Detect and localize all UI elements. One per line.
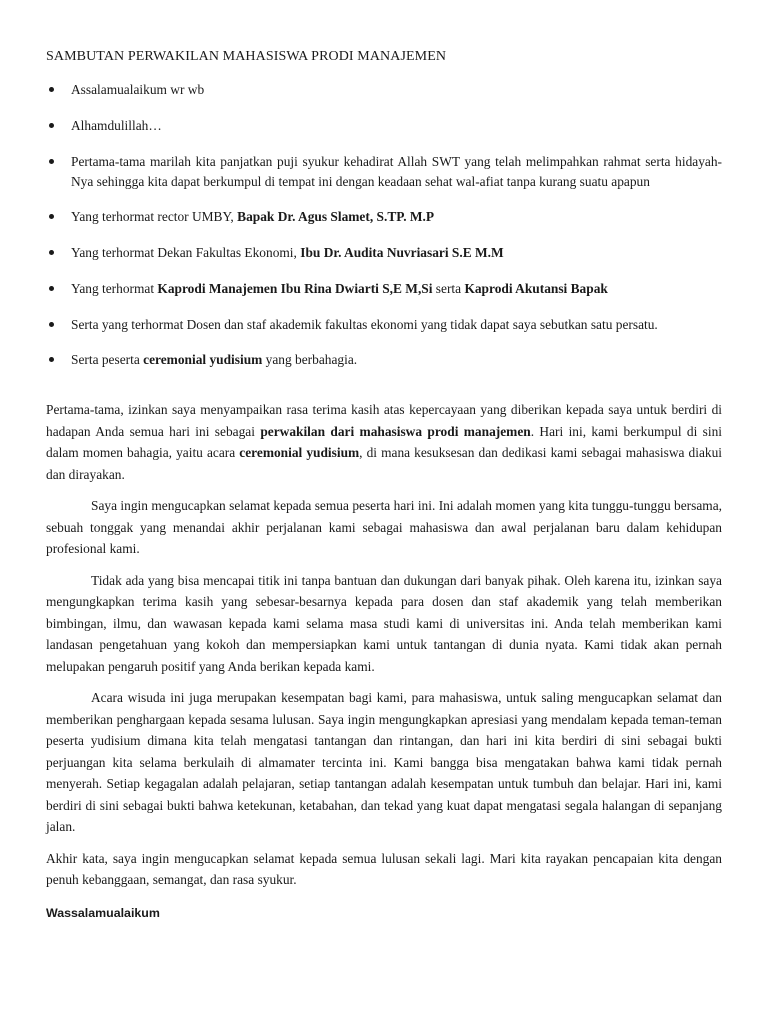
kaprodi-akutansi: Kaprodi Akutansi Bapak — [464, 281, 608, 296]
dean-name: Ibu Dr. Audita Nuvriasari S.E M.M — [300, 245, 504, 260]
body-paragraph: Saya ingin mengucapkan selamat kepada semua peserta hari ini. Ini adalah momen yang kita tunggu-tunggu bersama, sebuah tonggak yang menandai akhir perjalanan kami sebagai mahasiswa dan awal perjalanan baru dalam kehidupan profesional kami. — [46, 498, 722, 556]
greeting-item: Serta peserta ceremonial yudisium yang berbahagia. — [46, 350, 722, 370]
body-paragraph: Acara wisuda ini juga merupakan kesempatan bagi kami, para mahasiswa, untuk saling mengucapkan selamat dan memberikan penghargaan kepada sesama lulusan. Saya ingin mengungkapkan apresiasi yang mendalam kepada teman-teman peserta yudisium dimana kita telah mengatasi tantangan dan rintangan, dan hari ini kita berdiri di sini sebagai bukti perjuangan kita selama berkulaih di almamater tercinta ini. Kami bangga bisa mengatakan bahwa kami tidak pernah menyerah. Setiap kegagalan adalah pelajaran, setiap tantangan adalah kesempatan untuk tumbuh dan belajar. Hari ini, kami berdiri di sini sebagai bukti bahwa ketekunan, ketabahan, dan tekad yang kuat dapat mengatasi segala halangan di sepanjang jalan. — [46, 690, 722, 834]
kaprodi-manajemen: Kaprodi Manajemen Ibu Rina Dwiarti S,E M,Si — [157, 281, 433, 296]
closing-salutation: Wassalamualaikum — [46, 905, 160, 920]
rector-name: Bapak Dr. Agus Slamet, S.TP. M.P — [237, 209, 435, 224]
body-paragraph: Pertama-tama, izinkan saya menyampaikan rasa terima kasih atas kepercayaan yang diberikan kepada saya untuk berdiri di hadapan Anda semua hari ini sebagai perwakilan dari mahasiswa prodi manajemen. Hari ini, kami berkumpul di sini dalam momen bahagia, yaitu acara ceremonial yudisium, di mana kesuksesan dan dedikasi kami sebagai mahasiswa diakui dan dirayakan. — [46, 402, 723, 482]
greeting-item: Yang terhormat rector UMBY, Bapak Dr. Agus Slamet, S.TP. M.P — [46, 207, 722, 227]
body-paragraph: Tidak ada yang bisa mencapai titik ini tanpa bantuan dan dukungan dari banyak pihak. Oleh karena itu, izinkan saya mengungkapkan terima kasih yang sebesar-besarnya kepada para dosen dan staf akademik yang telah memberikan bimbingan, ilmu, dan wawasan kepada kami selama masa studi kami di universitas ini. Anda telah memberikan kami landasan pengetahuan yang kokoh dan mempersiapkan kami untuk tantangan di dunia nyata. Kami tidak akan pernah melupakan pengaruh positif yang Anda berikan kepada kami. — [46, 572, 722, 674]
greeting-item: Serta yang terhormat Dosen dan staf akademik fakultas ekonomi yang tidak dapat saya sebutkan satu persatu. — [46, 315, 722, 335]
greeting-item: Yang terhormat Dekan Fakultas Ekonomi, Ibu Dr. Audita Nuvriasari S.E M.M — [46, 243, 722, 263]
body-paragraph: Akhir kata, saya ingin mengucapkan selamat kepada semua lulusan sekali lagi. Mari kita rayakan pencapaian kita dengan penuh kebanggaan, semangat, dan rasa syukur. — [46, 850, 722, 887]
greeting-item: Yang terhormat Kaprodi Manajemen Ibu Rina Dwiarti S,E M,Si serta Kaprodi Akutansi Bapak — [46, 279, 722, 299]
greeting-item: Assalamualaikum wr wb — [46, 80, 722, 100]
greeting-item: Pertama-tama marilah kita panjatkan puji syukur kehadirat Allah SWT yang telah melimpahkan rahmat serta hidayah-Nya sehingga kita dapat berkumpul di tempat ini dengan keadaan sehat wal-afiat tanpa kurang suatu apapun — [46, 152, 722, 192]
greeting-item: Alhamdulillah… — [46, 116, 722, 136]
greeting-list — [46, 80, 722, 370]
document-title: SAMBUTAN PERWAKILAN MAHASISWA PRODI MANAJEMEN — [46, 49, 447, 64]
